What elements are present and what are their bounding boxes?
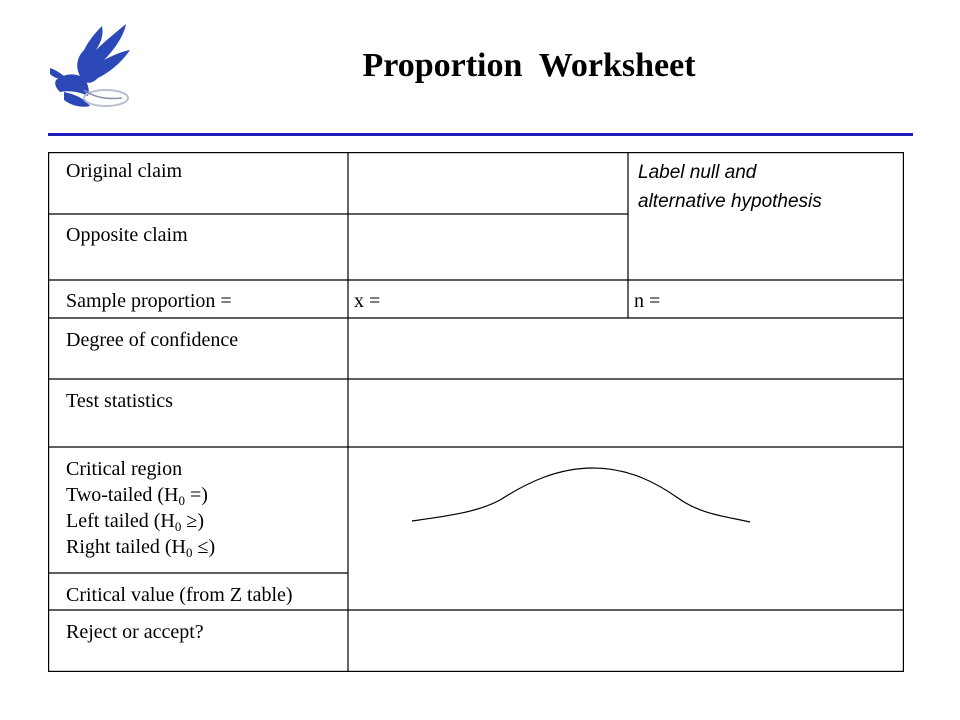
page-title: Proportion Worksheet (362, 47, 696, 84)
original-claim-label: Original claim (66, 160, 183, 182)
n-label: n = (634, 290, 661, 312)
degree-of-confidence-label: Degree of confidence (66, 329, 239, 351)
sample-proportion-label: Sample proportion = (66, 290, 232, 312)
normal-curve (412, 468, 750, 522)
worksheet-table (48, 152, 904, 672)
left-tailed-option: Left tailed ($H_0$ ≥) (66, 510, 204, 534)
title-divider (48, 133, 913, 136)
critical-region-heading: Critical region (66, 458, 183, 480)
reject-or-accept-label: Reject or accept? (66, 621, 204, 643)
test-statistics-label: Test statistics (66, 390, 173, 412)
opposite-claim-label: Opposite claim (66, 224, 188, 246)
two-tailed-option: Two-tailed ($H_0$ =) (66, 484, 208, 508)
hypothesis-note: Label null and alternative hypothesis (638, 162, 822, 212)
critical-value-label: Critical value (from Z table) (66, 584, 293, 606)
critical-region-label (48, 450, 348, 566)
x-label: x = (354, 290, 381, 312)
right-tailed-option: Right tailed ($H_0$ ≤) (66, 536, 216, 560)
